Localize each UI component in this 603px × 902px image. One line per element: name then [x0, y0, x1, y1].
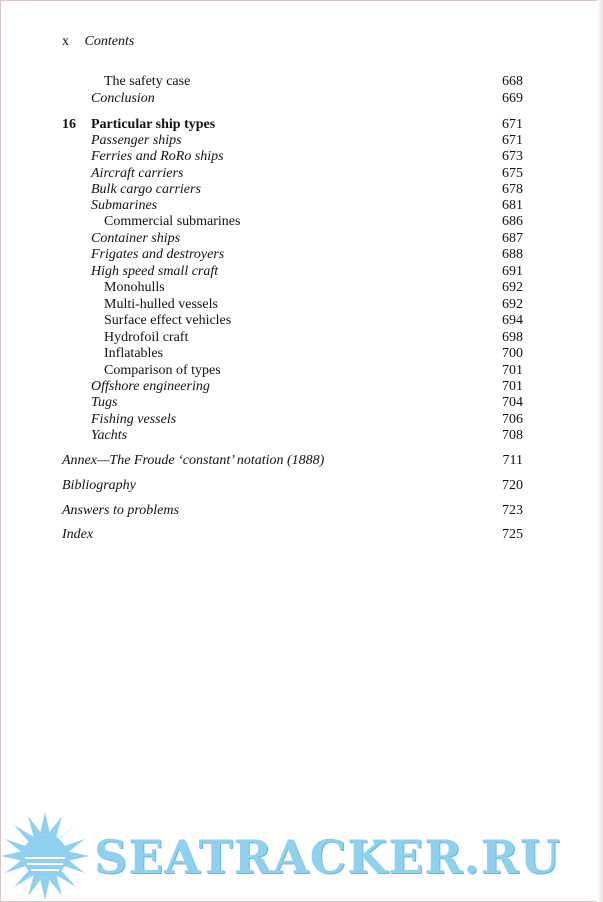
toc-entry-page: 668: [502, 74, 523, 89]
toc-entry: [0, 296, 603, 313]
toc-entry-label: Frigates and destroyers: [91, 247, 225, 262]
toc-entry: [0, 230, 603, 247]
toc-entry: [0, 394, 603, 411]
toc-entry-page: 692: [502, 280, 523, 295]
toc-entry-page: 694: [502, 313, 523, 328]
toc-entry: [0, 362, 603, 379]
toc-entry-page: 708: [502, 428, 523, 443]
toc-entry: [0, 502, 603, 519]
toc-entry-page: 723: [502, 503, 523, 518]
toc-entry: [0, 312, 603, 329]
toc-entry-label: Answers to problems: [62, 503, 179, 518]
running-head-page-number: x: [62, 34, 69, 49]
toc-entry-label: Ferries and RoRo ships: [91, 149, 224, 164]
chapter-title: Particular ship types: [91, 117, 216, 132]
toc-entry: [0, 73, 603, 90]
toc-entry: [0, 345, 603, 362]
toc-entry-page: 669: [502, 91, 523, 106]
toc-entry-page: 675: [502, 166, 523, 181]
toc-entry: [0, 452, 603, 469]
toc-entry-page: 681: [502, 198, 523, 213]
watermark-text: SEATRACKER.RU: [94, 830, 561, 884]
toc-entry-page: 678: [502, 182, 523, 197]
toc-entry: [0, 477, 603, 494]
toc-entry: [0, 132, 603, 149]
toc-entry-page: 700: [502, 346, 523, 361]
toc-entry-page: 706: [502, 412, 523, 427]
toc-entry-label: High speed small craft: [91, 264, 219, 279]
toc-entry-label: Inflatables: [104, 346, 164, 361]
toc-entry-page: 671: [502, 117, 523, 132]
toc-entry-label: Passenger ships: [91, 133, 182, 148]
toc-entry: [0, 213, 603, 230]
toc-entry: [0, 411, 603, 428]
toc-entry-page: 701: [502, 363, 523, 378]
toc-entry: [0, 148, 603, 165]
toc-entry: [0, 279, 603, 296]
toc-entry-label: Bibliography: [62, 478, 136, 493]
toc-entry-label: Annex—The Froude ‘constant’ notation (1888): [62, 453, 325, 468]
toc-entry-label: Multi-hulled vessels: [104, 297, 218, 312]
toc-entry-label: Container ships: [91, 231, 181, 246]
running-head: [62, 34, 134, 50]
toc-entry-label: Bulk cargo carriers: [91, 182, 201, 197]
toc-entry: [0, 427, 603, 444]
toc-entry: [0, 378, 603, 395]
toc-entry-page: 688: [502, 247, 523, 262]
toc-entry-label: Fishing vessels: [91, 412, 177, 427]
toc-entry-label: Commercial submarines: [104, 214, 241, 229]
toc-entry-label: Comparison of types: [104, 363, 221, 378]
toc-entry-page: 698: [502, 330, 523, 345]
toc-entry-label: Tugs: [91, 395, 118, 410]
toc-entry-label: Offshore engineering: [91, 379, 210, 394]
toc-entry-label: Hydrofoil craft: [104, 330, 189, 345]
sun-burst-icon: [0, 808, 96, 902]
toc-entry-label: Submarines: [91, 198, 158, 213]
toc-entry-page: 704: [502, 395, 523, 410]
toc-entry-label: Aircraft carriers: [91, 166, 184, 181]
toc-entry-page: 720: [502, 478, 523, 493]
toc-entry-page: 711: [502, 453, 523, 468]
toc-entry: [0, 165, 603, 182]
chapter-number: 16: [62, 117, 76, 132]
toc-entry: [0, 197, 603, 214]
toc-entry-page: 701: [502, 379, 523, 394]
toc-entry-page: 687: [502, 231, 523, 246]
toc-entry-page: 725: [502, 527, 523, 542]
toc-chapter-entry: [0, 116, 603, 133]
toc-entry-label: Monohulls: [104, 280, 165, 295]
toc-entry-page: 692: [502, 297, 523, 312]
running-head-title: Contents: [84, 34, 135, 49]
toc-entry: [0, 246, 603, 263]
watermark: [0, 808, 603, 902]
toc-entry: [0, 263, 603, 280]
toc-entry-label: The safety case: [104, 74, 191, 89]
toc-entry-page: 671: [502, 133, 523, 148]
toc-entry-page: 673: [502, 149, 523, 164]
toc-entry-label: Conclusion: [91, 91, 155, 106]
toc-entry-label: Surface effect vehicles: [104, 313, 232, 328]
toc-entry: [0, 181, 603, 198]
toc-entry-label: Yachts: [91, 428, 128, 443]
toc-entry: [0, 90, 603, 107]
toc-entry-page: 686: [502, 214, 523, 229]
toc-entry-page: 691: [502, 264, 523, 279]
toc-entry: [0, 329, 603, 346]
toc-entry: [0, 526, 603, 543]
toc-entry-label: Index: [62, 527, 94, 542]
